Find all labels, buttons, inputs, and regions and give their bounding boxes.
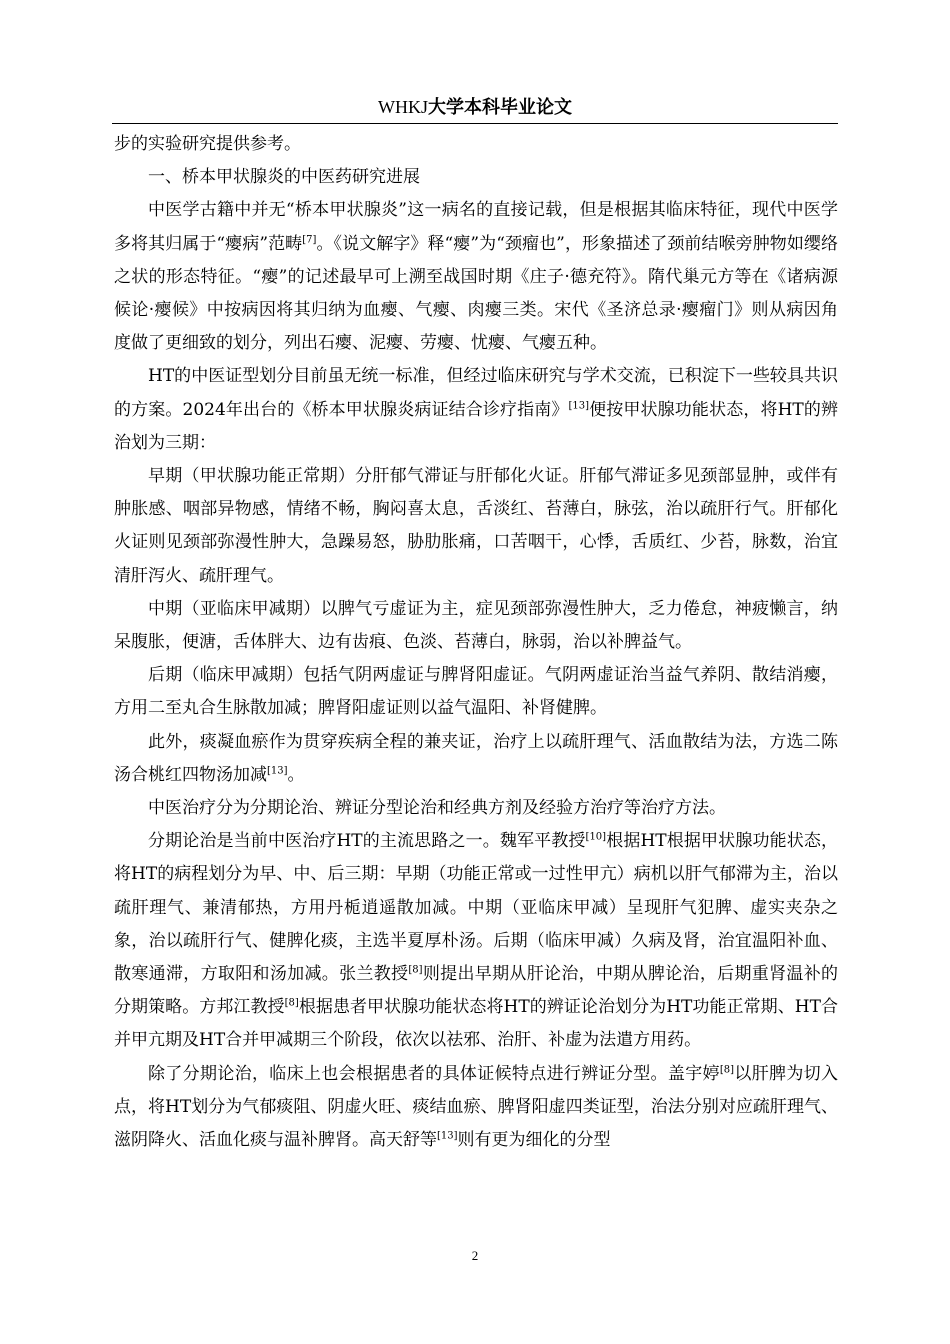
paragraph-text: 后期（临床甲减期）包括气阴两虚证与脾肾阳虚证。气阴两虚证治当益气养阴、散结消瘿，方用二至丸合生脉散加减；脾肾阳虚证则以益气温阳、补肾健脾。	[114, 665, 838, 719]
paragraph-text: 早期（甲状腺功能正常期）分肝郁气滞证与肝郁化火证。肝郁气滞证多见颈部显肿，或伴有肿胀感、咽部异物感，情绪不畅，胸闷喜太息，舌淡红、苔薄白，脉弦，治以疏肝行气。肝郁化火证则见颈部弥漫性肿大，急躁易怒，胁肋胀痛，口苦咽干，心悸，舌质红、少苔，脉数，治宜清肝泻火、疏肝理气。	[114, 466, 838, 586]
paragraph-text: 根据患者甲状腺功能状态将HT的辨证论治划分为HT功能正常期、HT合并甲亢期及HT合并甲减期三个阶段，依次以祛邪、治肝、补虚为法遣方用药。	[114, 997, 839, 1051]
paragraph-text: 则提出早期从肝论治，中期从脾论治，后期重肾温补的分期策略。方邦江教授	[114, 964, 839, 1018]
paragraph-text: 。《说文解字》释“瘿”为“颈瘤也”，形象描述了颈前结喉旁肿物如缨络之状的形态特征。“瘿”的记述最早可上溯至战国时期《庄子·德充符》。隋代巢元方等在《诸病源候论·瘿候》中按病因将其归纳为血瘿、气瘿、肉瘿三类。宋代《圣济总录·瘿瘤门》则从病因角度做了更细致的划分，列出石瘿、泥瘿、劳瘿、忧瘿、气瘿五种。	[114, 233, 838, 354]
paragraph	[114, 825, 838, 1057]
paragraph-text: 中医学古籍中并无“桥本甲状腺炎”这一病名的直接记载，但是根据其临床特征，现代中医学多将其归属于“瘿病”范畴	[114, 200, 838, 254]
paragraph-text: 除了分期论治，临床上也会根据患者的具体证候特点进行辨证分型。盖宇婷	[148, 1063, 720, 1084]
paragraph	[114, 659, 838, 725]
citation-ref: [7]	[302, 233, 317, 245]
paragraph-text: 分期论治是当前中医治疗HT的主流思路之一。魏军平教授	[148, 831, 586, 852]
paragraph-text: 。	[287, 764, 305, 785]
paragraph-text: 以肝脾为切入点，将HT划分为气郁痰阻、阴虚火旺、痰结血瘀、脾肾阳虚四类证型，治法分别对应疏肝理气、滋阴降火、活血化痰与温补脾肾。高天舒等	[114, 1063, 839, 1151]
citation-ref: [13]	[568, 399, 590, 411]
paragraph	[114, 360, 838, 460]
page-number: 2	[471, 1248, 479, 1263]
paragraph-text: HT的中医证型划分目前虽无统一标准，但经过临床研究与学术交流，已积淀下一些较具共识的方案。2024年出台的《桥本甲状腺炎病证结合诊疗指南》	[114, 366, 838, 420]
page-header	[0, 94, 950, 121]
header-code: WHKJ	[378, 97, 428, 117]
citation-ref: [10]	[585, 831, 607, 843]
paragraph-text: 一、桥本甲状腺炎的中医药研究进展	[148, 167, 420, 188]
paragraph	[114, 128, 838, 161]
paragraph-text: 则有更为细化的分型	[457, 1130, 611, 1151]
header-title: 大学本科毕业论文	[428, 97, 572, 118]
citation-ref: [8]	[284, 997, 299, 1009]
paragraph-text: 中医治疗分为分期论治、辨证分型论治和经典方剂及经验方治疗等治疗方法。	[148, 798, 726, 819]
paragraph	[114, 726, 838, 792]
header-rule	[112, 123, 838, 124]
paragraph	[114, 792, 838, 825]
paragraph	[114, 194, 838, 360]
citation-ref: [8]	[719, 1064, 735, 1076]
citation-ref: [13]	[437, 1130, 458, 1142]
citation-ref: [13]	[267, 765, 288, 777]
paragraph-text: 步的实验研究提供参考。	[114, 134, 301, 154]
paragraph	[114, 593, 838, 659]
paragraph-text: 中期（亚临床甲减期）以脾气亏虚证为主，症见颈部弥漫性肿大，乏力倦怠，神疲懒言，纳呆腹胀，便溏，舌体胖大、边有齿痕、色淡、苔薄白，脉弱，治以补脾益气。	[114, 598, 838, 653]
paragraph-text: 便按甲状腺功能状态，将HT的辨治划为三期：	[114, 399, 839, 453]
paragraph	[114, 161, 838, 194]
citation-ref: [8]	[408, 964, 423, 976]
body-text	[114, 128, 838, 1157]
paragraph-text: 根据HT根据甲状腺功能状态，将HT的病程划分为早、中、后三期：早期（功能正常或一过性甲亢）病机以肝气郁滞为主，治以疏肝理气、兼清郁热，方用丹栀逍遥散加减。中期（亚临床甲减）呈现肝气犯脾、虚实夹杂之象，治以疏肝行气、健脾化痰，主选半夏厚朴汤。后期（临床甲减）久病及肾，治宜温阳补血、散寒通滞，方取阳和汤加减。张兰教授	[114, 831, 838, 985]
paragraph-text: 此外，痰凝血瘀作为贯穿疾病全程的兼夹证，治疗上以疏肝理气、活血散结为法，方选二陈汤合桃红四物汤加减	[114, 731, 838, 785]
paragraph	[114, 1058, 838, 1158]
paragraph	[114, 460, 838, 593]
